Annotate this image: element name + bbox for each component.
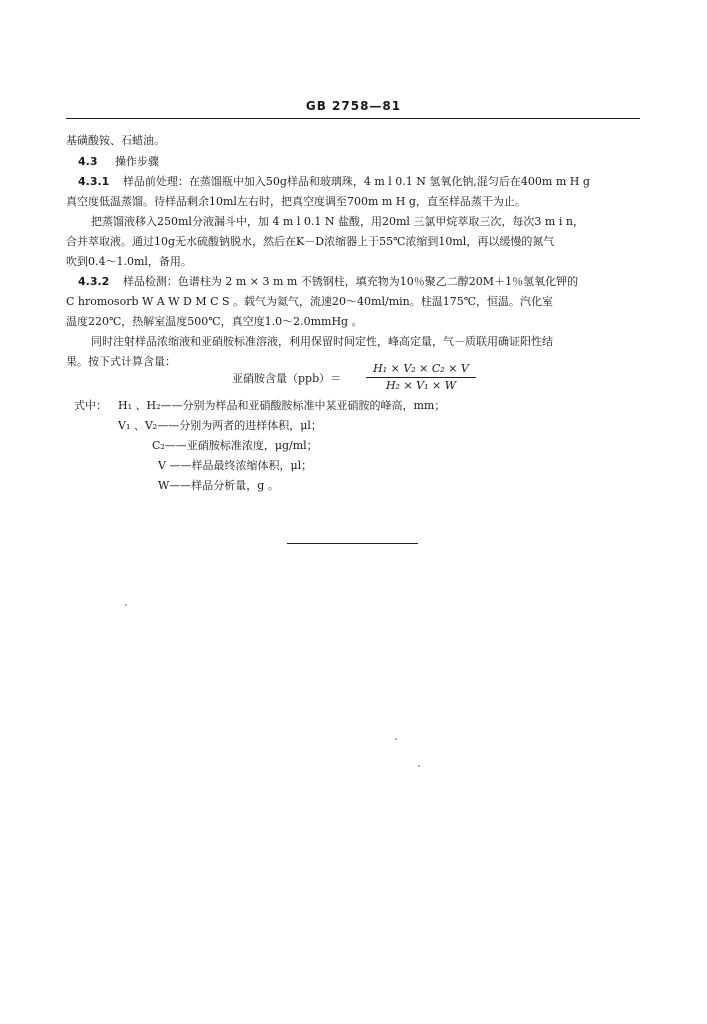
text-line: 把蒸馏液移入250ml分液漏斗中，加 4 m l 0.1 N 盐酸，用20ml 三氯甲烷萃取三次，每次3 m i n， xyxy=(91,215,584,228)
text-line: 样品检测：色谱柱为 2 m × 3 m m 不锈钢柱，填充物为10％聚乙二醇20M＋1％氢氧化钾的 xyxy=(122,275,579,288)
legend-item: V ——样品最终浓缩体积，μl； xyxy=(158,459,313,472)
scan-speck xyxy=(418,765,420,767)
section-number: 4.3.2 xyxy=(78,275,110,288)
formula-fraction xyxy=(366,362,476,393)
legend-item: C₂——亚硝胺标准浓度，μg/ml； xyxy=(152,439,318,452)
legend-item: V₁ 、V₂——分别为两者的进样体积，μl； xyxy=(118,419,322,432)
text-line: 真空度低温蒸馏。待样品剩余10ml左右时，把真空度调至700m m H g，直至样品蒸干为止。 xyxy=(66,195,526,208)
text-line: 基磺酸铵、石蜡油。 xyxy=(66,134,165,147)
scan-speck xyxy=(395,738,397,740)
paragraph-4-3-2 xyxy=(78,275,578,289)
scan-speck xyxy=(125,604,127,606)
text-line: C hromosorb W A W D M C S 。载气为氦气，流速20～40ml/min。柱温175℃，恒温。汽化室 xyxy=(66,295,554,308)
fraction-bar xyxy=(366,377,476,378)
text-line: 温度220℃，热解室温度500℃，真空度1.0～2.0mmHg 。 xyxy=(66,315,363,328)
legend-intro: 式中： xyxy=(74,399,107,412)
end-rule xyxy=(287,543,418,544)
legend-item: W——样品分析量，g 。 xyxy=(158,479,279,492)
formula-numerator: H₁ × V₂ × C₂ × V xyxy=(373,362,469,375)
text-line: 样品前处理：在蒸馏瓶中加入50g样品和玻璃珠，4 m l 0.1 N 氢氧化钠,混匀后在400m m H g xyxy=(122,175,590,188)
header-rule xyxy=(66,118,640,119)
section-number: 4.3 xyxy=(78,155,98,168)
section-number: 4.3.1 xyxy=(78,175,110,188)
formula-lhs: 亚硝胺含量（ppb）＝ xyxy=(232,372,342,385)
text-line: 合并萃取液。通过10g无水硫酸钠脱水，然后在K－D浓缩器上于55℃浓缩到10ml，再以缓慢的氮气 xyxy=(66,235,555,248)
text-line: 同时注射样品浓缩液和亚硝胺标准溶液，利用保留时间定性，峰高定量，气－质联用确证阳性结 xyxy=(91,335,553,348)
section-heading xyxy=(78,155,159,169)
legend-item: H₁ 、H₂——分别为样品和亚硝酸胺标准中某亚硝胺的峰高，mm； xyxy=(118,399,446,412)
text-line: 吹到0.4～1.0ml，备用。 xyxy=(66,255,192,268)
standard-number-header: GB 2758—81 xyxy=(305,99,402,113)
section-title: 操作步骤 xyxy=(115,155,159,168)
formula-denominator: H₂ × V₁ × W xyxy=(385,379,457,392)
text-line: 果。按下式计算含量： xyxy=(66,355,176,368)
paragraph-4-3-1 xyxy=(78,175,590,189)
